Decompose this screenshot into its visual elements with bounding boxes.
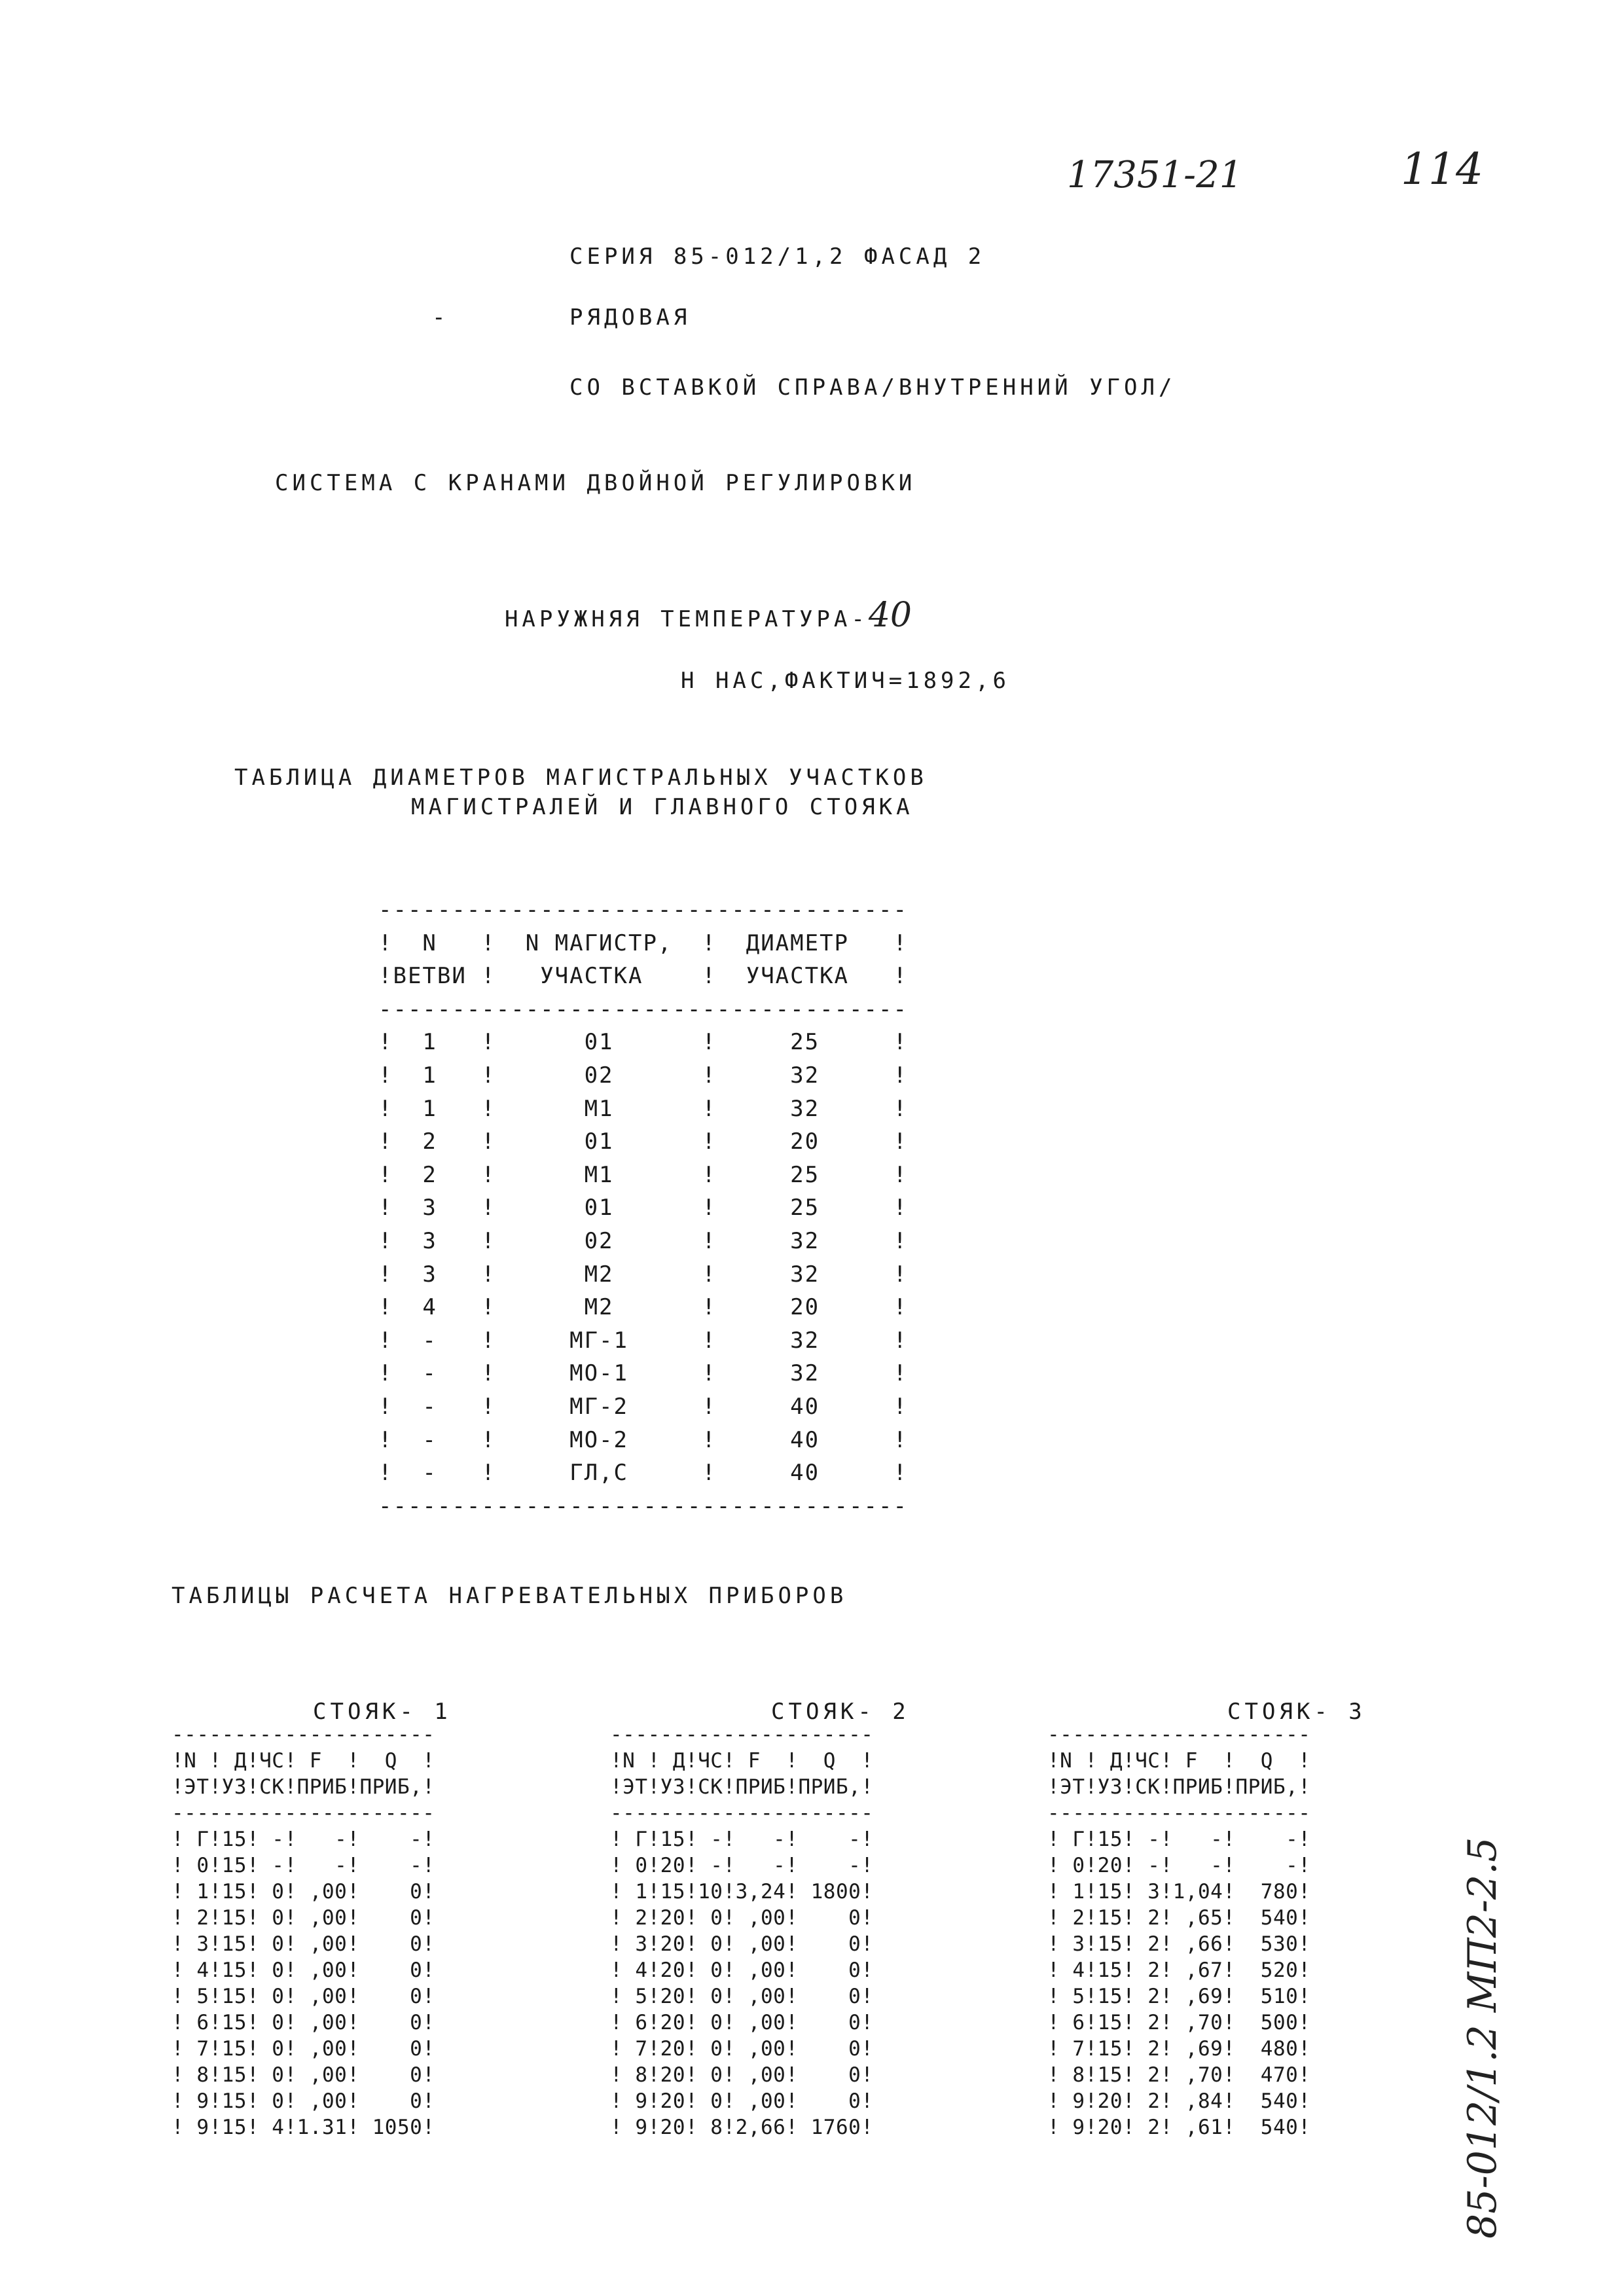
table-header-row: !N ! Д!ЧС! F ! Q ! [610, 1749, 874, 1773]
table-row: ! 0!20! -! -! -! [1047, 1854, 1311, 1877]
table-row: ! 1!15! 3!1,04! 780! [1047, 1880, 1311, 1904]
table-row: ! - ! МГ-2 ! 40 ! [378, 1393, 908, 1420]
table-row: ! 2 ! М1 ! 25 ! [378, 1161, 908, 1188]
table-row: ! 3!15! 2! ,66! 530! [1047, 1932, 1311, 1956]
table-header-row: !N ! Д!ЧС! F ! Q ! [171, 1749, 435, 1773]
dash-mark: - [432, 304, 450, 331]
riser-2-title: СТОЯК- 2 [771, 1699, 910, 1725]
table-rule: --------------------- [1047, 1723, 1311, 1746]
table-row: ! 7!15! 0! ,00! 0! [171, 2037, 435, 2061]
table-row: ! 5!20! 0! ,00! 0! [610, 1985, 874, 2008]
system-line: СИСТЕМА С КРАНАМИ ДВОЙНОЙ РЕГУЛИРОВКИ [275, 470, 916, 496]
riser-3-table [1047, 1722, 1310, 2140]
table-row: ! Г!15! -! -! -! [610, 1828, 874, 1851]
table-row: ! 9!20! 2! ,61! 540! [1047, 2116, 1311, 2139]
type-line: РЯДОВАЯ [569, 304, 691, 331]
insert-line: СО ВСТАВКОЙ СПРАВА/ВНУТРЕННИЙ УГОЛ/ [569, 374, 1176, 401]
table-header-row: !ВЕТВИ ! УЧАСТКА ! УЧАСТКА ! [378, 963, 908, 990]
table-row: ! 0!20! -! -! -! [610, 1854, 874, 1877]
table-row: ! 2 ! 01 ! 20 ! [378, 1128, 908, 1155]
table-row: ! 4!20! 0! ,00! 0! [610, 1959, 874, 1982]
table-row: ! 4!15! 0! ,00! 0! [171, 1959, 435, 1982]
table-rule: --------------------- [610, 1801, 874, 1825]
table-row: ! 8!15! 0! ,00! 0! [171, 2063, 435, 2087]
table-header-row: ! N ! N МАГИСТР, ! ДИАМЕТР ! [378, 930, 908, 956]
table-header-row: !ЭТ!УЗ!СК!ПРИБ!ПРИБ,! [1047, 1775, 1311, 1799]
page-number: 114 [1401, 144, 1483, 194]
riser-2-table [610, 1722, 873, 2140]
table-row: ! 7!15! 2! ,69! 480! [1047, 2037, 1311, 2061]
table-row: ! - ! МО-1 ! 32 ! [378, 1360, 908, 1387]
table-row: ! Г!15! -! -! -! [171, 1828, 435, 1851]
doc-number: 17351-21 [1067, 154, 1243, 196]
table-header-row: !N ! Д!ЧС! F ! Q ! [1047, 1749, 1311, 1773]
table-row: ! 9!20! 2! ,84! 540! [1047, 2089, 1311, 2113]
table-row: ! 3!20! 0! ,00! 0! [610, 1932, 874, 1956]
side-stamp: 85-012/1.2 МП2-2.5 [1460, 1837, 1506, 2239]
table-row: ! 1 ! 01 ! 25 ! [378, 1029, 908, 1056]
diam-table-title-1: ТАБЛИЦА ДИАМЕТРОВ МАГИСТРАЛЬНЫХ УЧАСТКОВ [234, 765, 928, 791]
table-row: ! 2!15! 2! ,65! 540! [1047, 1906, 1311, 1930]
table-row: ! 9!15! 4!1.31! 1050! [171, 2116, 435, 2139]
diameter-table [378, 894, 908, 1523]
table-row: ! 3 ! 01 ! 25 ! [378, 1195, 908, 1221]
riser-3-title: СТОЯК- 3 [1227, 1699, 1366, 1725]
table-row: ! 9!20! 8!2,66! 1760! [610, 2116, 874, 2139]
table-row: ! Г!15! -! -! -! [1047, 1828, 1311, 1851]
diam-table-title-2: МАГИСТРАЛЕЙ И ГЛАВНОГО СТОЯКА [411, 794, 914, 820]
table-rule: --------------------- [171, 1723, 435, 1746]
table-row: ! - ! ГЛ,С ! 40 ! [378, 1460, 908, 1487]
table-row: ! 9!15! 0! ,00! 0! [171, 2089, 435, 2113]
table-row: ! 2!20! 0! ,00! 0! [610, 1906, 874, 1930]
table-row: ! 1!15!10!3,24! 1800! [610, 1880, 874, 1904]
table-row: ! 4!15! 2! ,67! 520! [1047, 1959, 1311, 1982]
table-row: ! - ! МГ-1 ! 32 ! [378, 1327, 908, 1354]
pressure-line: Н НАС,ФАКТИЧ=1892,6 [681, 668, 1010, 694]
table-rule: --------------------- [1047, 1801, 1311, 1825]
riser-1-table [171, 1722, 435, 2140]
table-row: ! 5!15! 2! ,69! 510! [1047, 1985, 1311, 2008]
table-header-row: !ЭТ!УЗ!СК!ПРИБ!ПРИБ,! [171, 1775, 435, 1799]
riser-1-title: СТОЯК- 1 [313, 1699, 452, 1725]
temperature-value: 40 [868, 596, 912, 635]
table-rule: --------------------- [171, 1801, 435, 1825]
table-rule: --------------------- [610, 1723, 874, 1746]
table-row: ! 8!20! 0! ,00! 0! [610, 2063, 874, 2087]
table-row: ! 9!20! 0! ,00! 0! [610, 2089, 874, 2113]
table-row: ! 3!15! 0! ,00! 0! [171, 1932, 435, 1956]
table-row: ! 1!15! 0! ,00! 0! [171, 1880, 435, 1904]
table-row: ! 3 ! 02 ! 32 ! [378, 1227, 908, 1254]
table-rule: ------------------------------------ [378, 1492, 908, 1519]
heaters-title: ТАБЛИЦЫ РАСЧЕТА НАГРЕВАТЕЛЬНЫХ ПРИБОРОВ [171, 1583, 848, 1609]
table-row: ! 1 ! 02 ! 32 ! [378, 1062, 908, 1089]
table-row: ! 1 ! М1 ! 32 ! [378, 1095, 908, 1122]
table-rule: ------------------------------------ [378, 996, 908, 1022]
table-row: ! 7!20! 0! ,00! 0! [610, 2037, 874, 2061]
temperature-label: НАРУЖНЯЯ ТЕМПЕРАТУРА- [504, 606, 869, 632]
table-row: ! - ! МО-2 ! 40 ! [378, 1426, 908, 1453]
temperature-line [470, 569, 912, 635]
table-row: ! 0!15! -! -! -! [171, 1854, 435, 1877]
table-row: ! 3 ! М2 ! 32 ! [378, 1261, 908, 1288]
table-rule: ------------------------------------ [378, 897, 908, 923]
table-row: ! 5!15! 0! ,00! 0! [171, 1985, 435, 2008]
table-header-row: !ЭТ!УЗ!СК!ПРИБ!ПРИБ,! [610, 1775, 874, 1799]
table-row: ! 6!20! 0! ,00! 0! [610, 2011, 874, 2034]
table-row: ! 2!15! 0! ,00! 0! [171, 1906, 435, 1930]
table-row: ! 6!15! 0! ,00! 0! [171, 2011, 435, 2034]
table-row: ! 8!15! 2! ,70! 470! [1047, 2063, 1311, 2087]
table-row: ! 6!15! 2! ,70! 500! [1047, 2011, 1311, 2034]
table-row: ! 4 ! М2 ! 20 ! [378, 1294, 908, 1321]
series-line: СЕРИЯ 85-012/1,2 ФАСАД 2 [569, 244, 986, 270]
